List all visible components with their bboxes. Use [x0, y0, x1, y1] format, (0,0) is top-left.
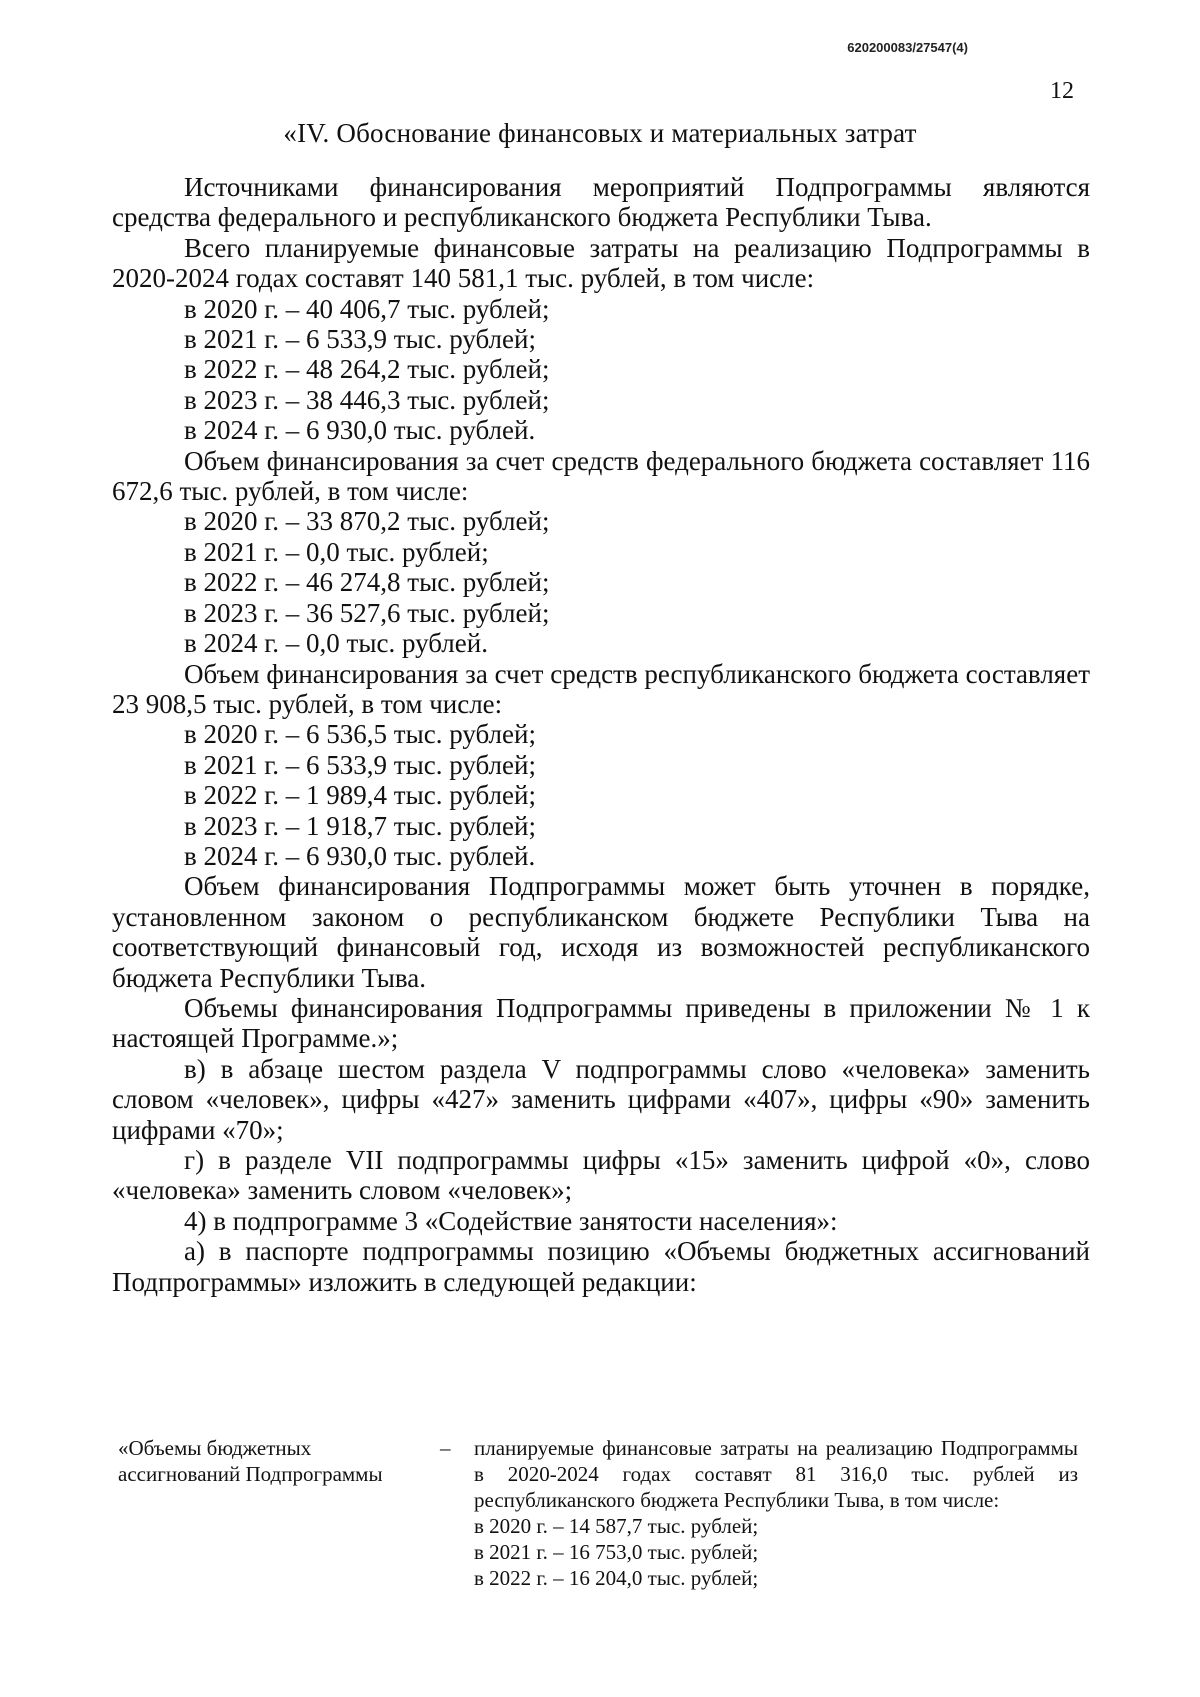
passport-item-2021: в 2021 г. – 16 753,0 тыс. рублей; [474, 1540, 759, 1564]
list-item-total-2020: в 2020 г. – 40 406,7 тыс. рублей; [184, 293, 550, 324]
paragraph-amendment-v: в) в абзаце шестом раздела V подпрограммы слово «человека» заменить словом «человек», цифры «427» заменить цифрами «407», цифры «90» заменить цифрами «70»; [112, 1053, 1090, 1145]
page-number: 12 [1050, 78, 1074, 104]
passport-dash: – [440, 1436, 451, 1460]
passport-item-2020: в 2020 г. – 14 587,7 тыс. рублей; [474, 1514, 759, 1538]
list-item-federal-2022: в 2022 г. – 46 274,8 тыс. рублей; [184, 567, 550, 598]
paragraph-appendix-reference: Объемы финансирования Подпрограммы приведены в приложении № 1 к настоящей Программе.»; [112, 992, 1090, 1054]
list-item-federal-2024: в 2024 г. – 0,0 тыс. рублей. [184, 628, 488, 659]
list-item-federal-2021: в 2021 г. – 0,0 тыс. рублей; [184, 536, 489, 567]
list-item-total-2023: в 2023 г. – 38 446,3 тыс. рублей; [184, 384, 550, 415]
document-body [112, 172, 1090, 1297]
list-item-federal-2020: в 2020 г. – 33 870,2 тыс. рублей; [184, 506, 550, 537]
passport-intro: планируемые финансовые затраты на реализацию Подпрограммы в 2020-2024 годах составят 81 316,0 тыс. рублей из республиканского бюджета Республики Тыва, в том числе: [474, 1436, 1078, 1512]
list-item-total-2024: в 2024 г. – 6 930,0 тыс. рублей. [184, 415, 536, 446]
list-item-republic-2023: в 2023 г. – 1 918,7 тыс. рублей; [184, 810, 536, 841]
paragraph-refinement: Объем финансирования Подпрограммы может быть уточнен в порядке, установленном законом о республиканском бюджете Республики Тыва на соответствующий финансовый год, исходя из возможностей республиканского бюджета Республики Тыва. [112, 871, 1090, 993]
paragraph-funding-sources: Источниками финансирования мероприятий Подпрограммы являются средства федерального и республиканского бюджета Республики Тыва. [112, 172, 1090, 233]
passport-content [474, 1435, 1078, 1591]
list-item-republic-2021: в 2021 г. – 6 533,9 тыс. рублей; [184, 749, 536, 780]
paragraph-amendment-g: г) в разделе VII подпрограммы цифры «15» заменить цифрой «0», слово «человека» заменить словом «человек»; [112, 1145, 1090, 1206]
passport-label: «Объемы бюджетных ассигнований Подпрограммы [118, 1436, 383, 1486]
paragraph-amendment-a: а) в паспорте подпрограммы позицию «Объемы бюджетных ассигнований Подпрограммы» изложить в следующей редакции: [112, 1236, 1090, 1297]
list-item-total-2021: в 2021 г. – 6 533,9 тыс. рублей; [184, 324, 536, 355]
paragraph-total-costs: Всего планируемые финансовые затраты на реализацию Подпрограммы в 2020-2024 годах составят 140 581,1 тыс. рублей, в том числе: [112, 232, 1090, 294]
list-item-federal-2023: в 2023 г. – 36 527,6 тыс. рублей; [184, 597, 550, 628]
list-item-republic-2020: в 2020 г. – 6 536,5 тыс. рублей; [184, 719, 536, 750]
list-item-total-2022: в 2022 г. – 48 264,2 тыс. рублей; [184, 354, 550, 385]
paragraph-federal-budget: Объем финансирования за счет средств федерального бюджета составляет 116 672,6 тыс. рублей, в том числе: [112, 445, 1090, 507]
paragraph-subprogram-3: 4) в подпрограмме 3 «Содействие занятости населения»: [184, 1205, 838, 1236]
list-item-republic-2024: в 2024 г. – 6 930,0 тыс. рублей. [184, 840, 536, 871]
paragraph-republic-budget: Объем финансирования за счет средств республиканского бюджета составляет 23 908,5 тыс. рублей, в том числе: [112, 658, 1090, 719]
list-item-republic-2022: в 2022 г. – 1 989,4 тыс. рублей; [184, 780, 536, 811]
passport-item-2022: в 2022 г. – 16 204,0 тыс. рублей; [474, 1566, 759, 1590]
section-title: «IV. Обоснование финансовых и материальных затрат [283, 118, 917, 148]
document-id: 620200083/27547(4) [847, 40, 968, 55]
